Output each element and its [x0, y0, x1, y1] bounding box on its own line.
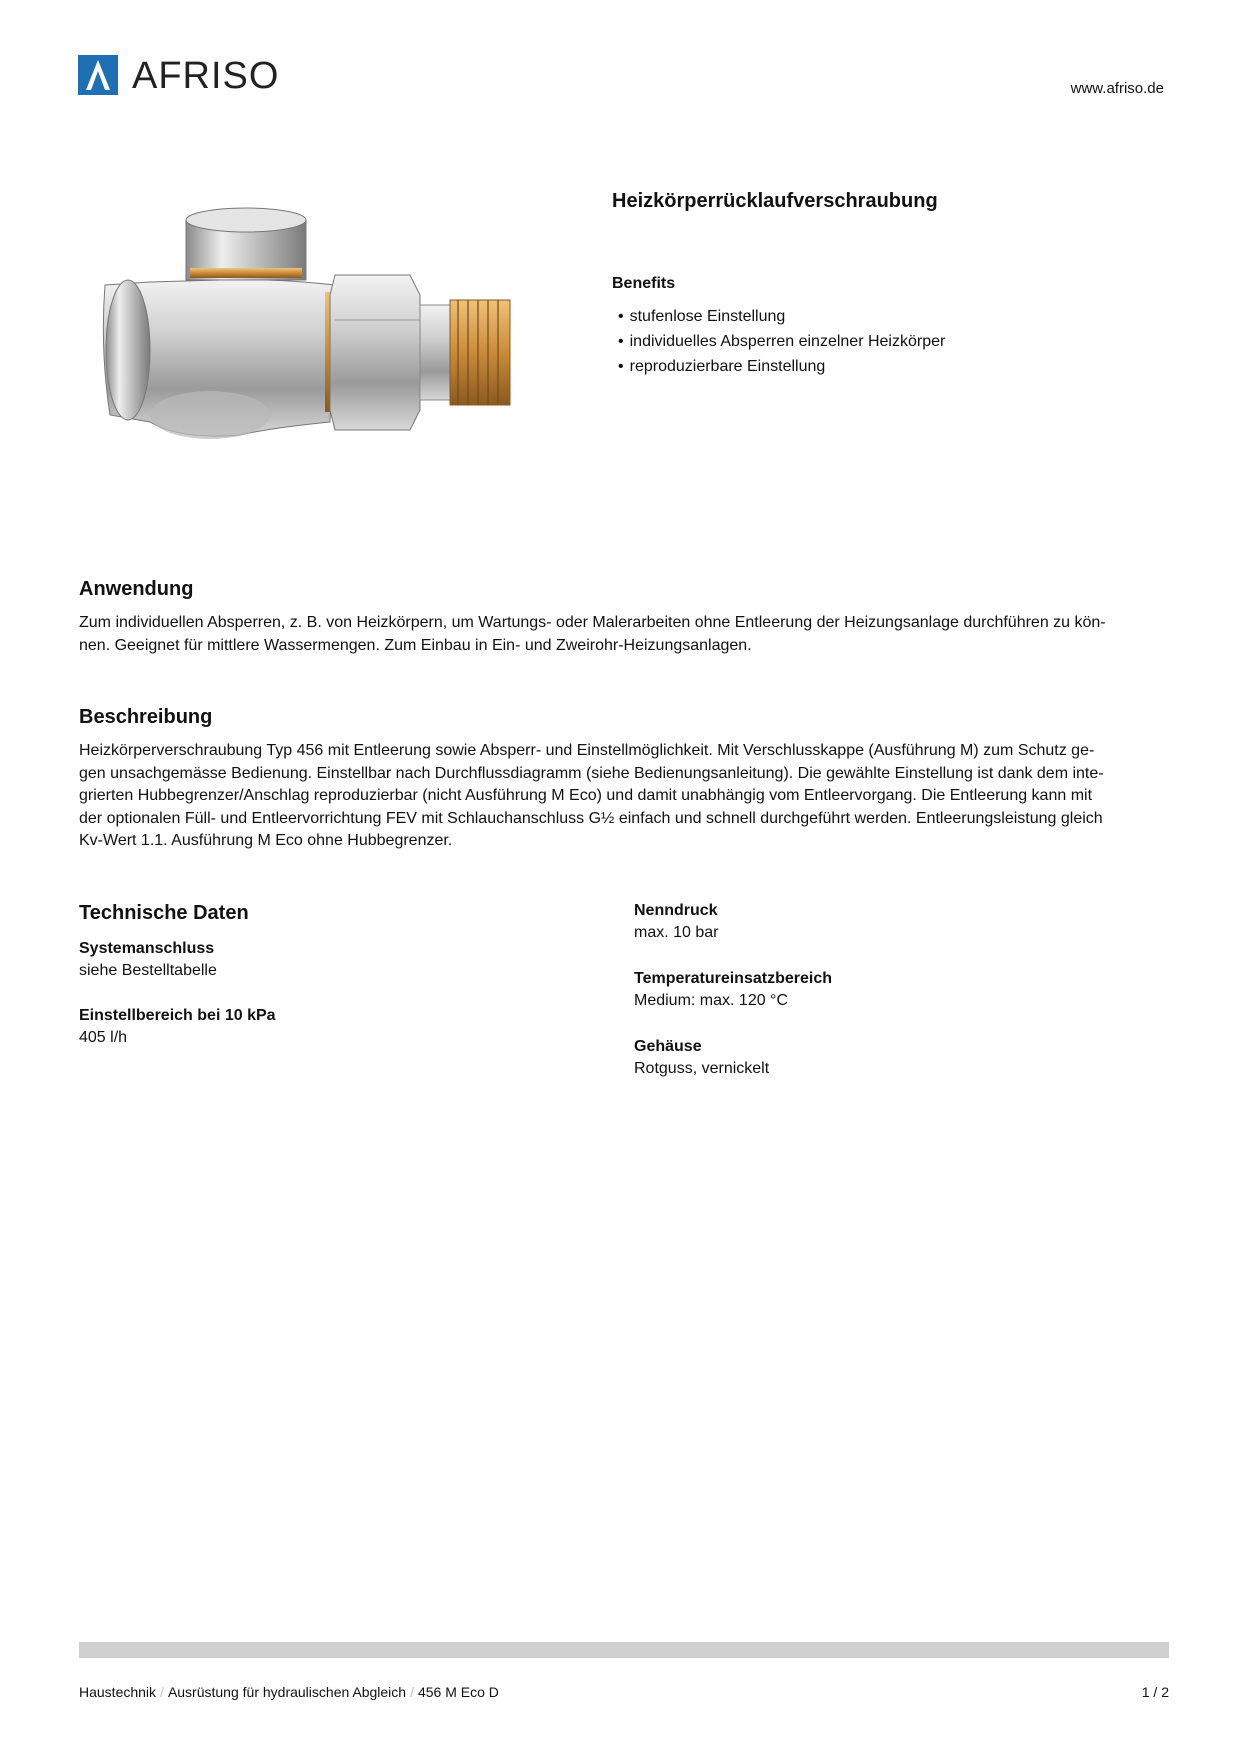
- paragraph-line: Kv-Wert 1.1. Ausführung M Eco ohne Hubbegrenzer.: [79, 832, 453, 849]
- breadcrumb-item[interactable]: Ausrüstung für hydraulischen Abgleich: [167, 1684, 407, 1700]
- footer-breadcrumb: [79, 1684, 499, 1700]
- spec-label-gehaeuse: Gehäuse: [634, 1038, 702, 1055]
- footer-divider-bar: [79, 1642, 1169, 1658]
- paragraph-line: der optionalen Füll- und Entleervorrichtung FEV mit Schlauchanschluss G½ einfach und schnell durchgeführt werden. Entleerungsleistung gleich: [79, 809, 1103, 827]
- spec-value-temperatureinsatzbereich: Medium: max. 120 °C: [634, 992, 789, 1009]
- paragraph-line: gen unsachgemässe Bedienung. Einstellbar nach Durchflussdiagramm (siehe Bedienungsanleitung). Die gewählte Einstellung ist dank dem inte-: [79, 764, 1104, 782]
- benefits-list: [612, 304, 945, 379]
- paragraph-line: Heizkörperverschraubung Typ 456 mit Entleerung sowie Absperr- und Einstellmöglichkeit. Mit Verschlusskappe (Ausführung M) zum Schutz ge-: [79, 742, 1095, 759]
- benefit-item: • stufenlose Einstellung: [612, 304, 945, 329]
- afriso-logo[interactable]: [78, 55, 308, 97]
- anwendung-paragraph: [79, 612, 1169, 657]
- spec-label-temperatureinsatzbereich: Temperatureinsatzbereich: [634, 970, 832, 987]
- spec-value-gehaeuse: Rotguss, vernickelt: [634, 1060, 770, 1077]
- anwendung-heading: Anwendung: [79, 578, 194, 600]
- breadcrumb-separator: /: [160, 1684, 164, 1700]
- benefit-item: • individuelles Absperren einzelner Heizkörper: [612, 329, 945, 354]
- product-valve-image: [90, 200, 590, 500]
- breadcrumb-item-current: 456 M Eco D: [417, 1684, 499, 1700]
- breadcrumb-separator: /: [410, 1684, 414, 1700]
- paragraph-line: Zum individuellen Absperren, z. B. von Heizkörpern, um Wartungs- oder Malerarbeiten ohne Entleerung der Heizungsanlage durchführen zu kön-: [79, 614, 1106, 631]
- beschreibung-paragraph: [79, 740, 1169, 853]
- afriso-logo-icon: [78, 55, 118, 95]
- spec-label-einstellbereich: Einstellbereich bei 10 kPa: [79, 1007, 276, 1024]
- beschreibung-heading: Beschreibung: [79, 706, 213, 728]
- technische-daten-heading: Technische Daten: [79, 902, 249, 924]
- product-title: Heizkörperrücklaufverschraubung: [612, 190, 938, 212]
- breadcrumb-item[interactable]: Haustechnik: [79, 1684, 157, 1700]
- spec-value-systemanschluss: siehe Bestelltabelle: [79, 962, 217, 979]
- benefit-item: • reproduzierbare Einstellung: [612, 354, 945, 379]
- paragraph-line: grierten Hubbegrenzer/Anschlag reproduzierbar (nicht Ausführung M Eco) und damit unabhängig vom Entleervorgang. Die Entleerung kann mit: [79, 787, 1093, 804]
- spec-value-nenndruck: max. 10 bar: [634, 924, 719, 941]
- website-link[interactable]: www.afriso.de: [1070, 80, 1164, 97]
- logo-wordmark: AFRISO: [132, 55, 280, 97]
- page-number: 1 / 2: [1141, 1684, 1169, 1700]
- spec-label-systemanschluss: Systemanschluss: [79, 940, 215, 957]
- benefits-heading: Benefits: [612, 275, 676, 292]
- spec-value-einstellbereich: 405 l/h: [79, 1029, 128, 1046]
- spec-label-nenndruck: Nenndruck: [634, 902, 718, 919]
- paragraph-line: nen. Geeignet für mittlere Wassermengen. Zum Einbau in Ein- und Zweirohr-Heizungsanlagen.: [79, 636, 752, 654]
